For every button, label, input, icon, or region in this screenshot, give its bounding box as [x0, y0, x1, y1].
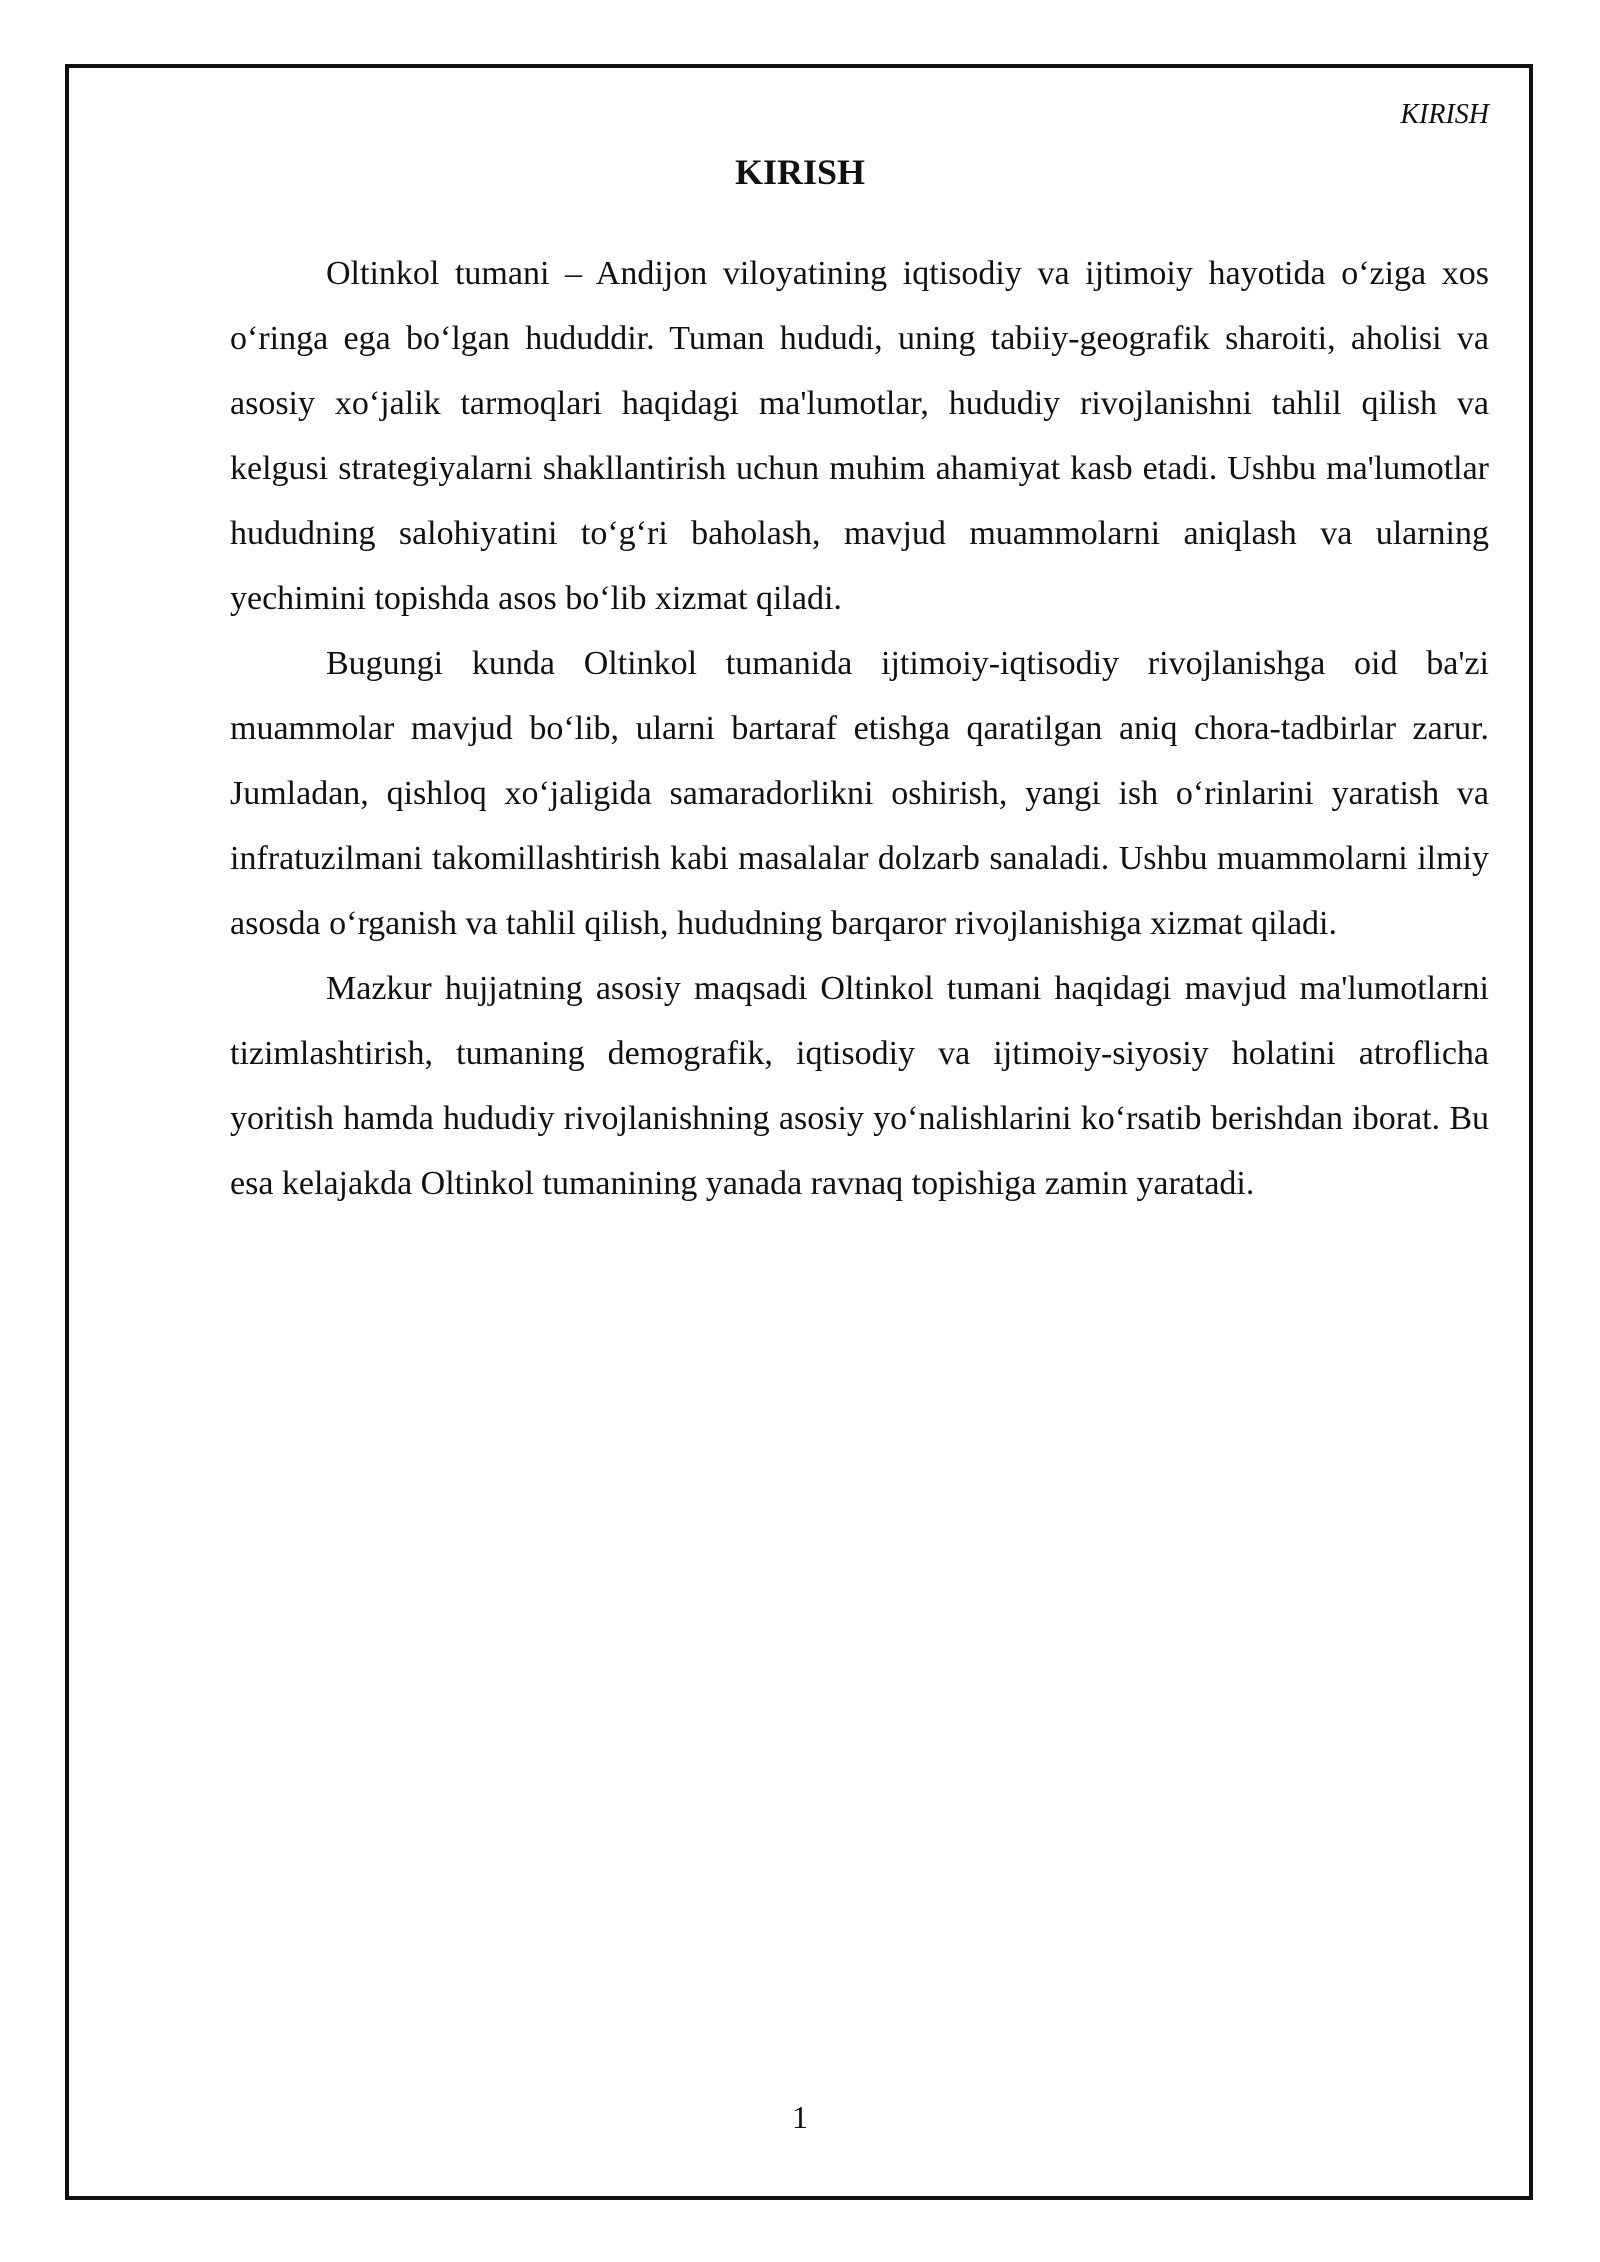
running-header: KIRISH [1400, 99, 1489, 130]
paragraph-3: Mazkur hujjatning asosiy maqsadi Oltinkol tumani haqidagi mavjud ma'lumotlarni tizimlashtirish, tumaning demografik, iqtisodiy va ijtimoiy-siyosiy holatini atroflicha yoritish hamda hududiy rivojlanishning asosiy yo‘nalishlarini ko‘rsatib berishdan iborat. Bu esa kelajakda Oltinkol tumanining yanada ravnaq topishiga zamin yaratadi. [230, 970, 1489, 1202]
paragraph-2: Bugungi kunda Oltinkol tumanida ijtimoiy-iqtisodiy rivojlanishga oid ba'zi muammolar mavjud bo‘lib, ularni bartaraf etishga qaratilgan aniq chora-tadbirlar zarur. Jumladan, qishloq xo‘jaligida samaradorlikni oshirish, yangi ish o‘rinlarini yaratish va infratuzilmani takomillashtirish kabi masalalar dolzarb sanaladi. Ushbu muammolarni ilmiy asosda o‘rganish va tahlil qilish, hududning barqaror rivojlanishiga xizmat qiladi. [230, 645, 1489, 942]
paragraph-1: Oltinkol tumani – Andijon viloyatining iqtisodiy va ijtimoiy hayotida o‘ziga xos o‘ringa ega bo‘lgan hududdir. Tuman hududi, uning tabiiy-geografik sharoiti, aholisi va asosiy xo‘jalik tarmoqlari haqidagi ma'lumotlar, hududiy rivojlanishni tahlil qilish va kelgusi strategiyalarni shakllantirish uchun muhim ahamiyat kasb etadi. Ushbu ma'lumotlar hududning salohiyatini to‘g‘ri baholash, mavjud muammolarni aniqlash va ularning yechimini topishda asos bo‘lib xizmat qiladi. [230, 255, 1489, 617]
page-title: KIRISH [734, 152, 866, 192]
page-number: 1 [792, 2099, 808, 2135]
document-body [230, 241, 1489, 1216]
